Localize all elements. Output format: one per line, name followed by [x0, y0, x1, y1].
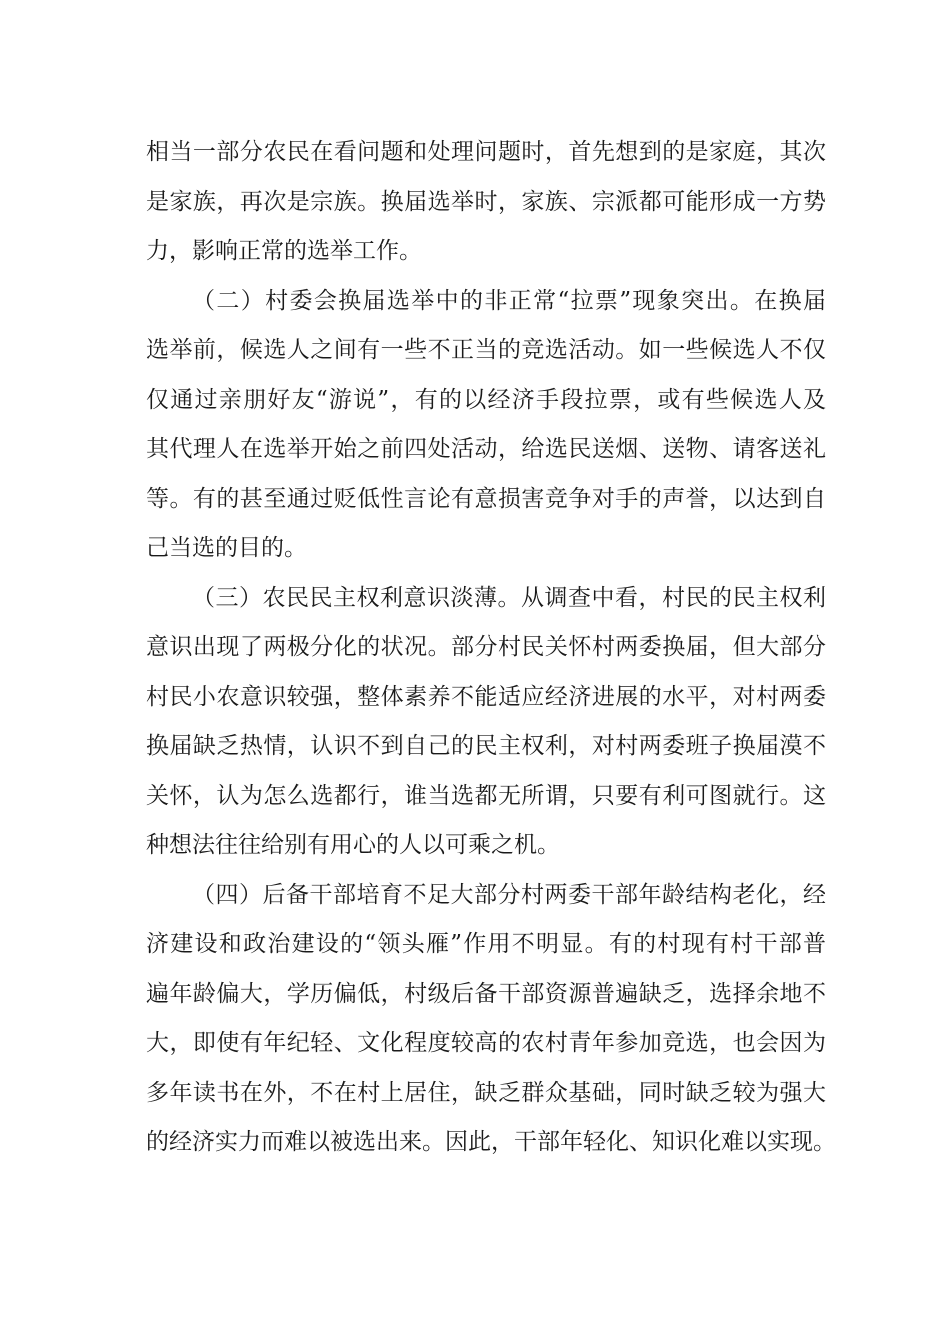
- paragraph-first-line: （三）农民民主权利意识淡薄。从调查中看，村民的民主权利: [192, 584, 826, 611]
- text-line: 济建设和政治建设的“领头雁”作用不明显。有的村现有村干部普: [146, 931, 826, 957]
- text-line: 相当一部分农民在看问题和处理问题时，首先想到的是家庭，其次: [146, 139, 826, 165]
- text-line: 的经济实力而难以被选出来。因此，干部年轻化、知识化难以实现。: [146, 1129, 836, 1155]
- text-line: 遍年龄偏大，学历偏低，村级后备干部资源普遍缺乏，选择余地不: [146, 980, 826, 1007]
- text-line: 大，即使有年纪轻、文化程度较高的农村青年参加竞选，也会因为: [146, 1030, 826, 1056]
- paragraph-first-line: （四）后备干部培育不足大部分村两委干部年龄结构老化，经: [192, 881, 826, 908]
- text-line: 换届缺乏热情，认识不到自己的民主权利，对村两委班子换届漠不: [146, 733, 826, 759]
- text-line: 仅通过亲朋好友“游说”，有的以经济手段拉票，或有些候选人及: [146, 386, 826, 413]
- text-line: 意识出现了两极分化的状况。部分村民关怀村两委换届，但大部分: [146, 634, 826, 660]
- text-line: 力，影响正常的选举工作。: [146, 238, 422, 264]
- paragraph-first-line: （二）村委会换届选举中的非正常“拉票”现象突出。在换届: [192, 287, 826, 314]
- text-line: 己当选的目的。: [146, 535, 307, 561]
- text-line: 其代理人在选举开始之前四处活动，给选民送烟、送物、请客送礼: [146, 436, 826, 462]
- text-line: 村民小农意识较强，整体素养不能适应经济进展的水平，对村两委: [146, 683, 826, 710]
- text-line: 关怀，认为怎么选都行，谁当选都无所谓，只要有利可图就行。这: [146, 782, 826, 809]
- text-line: 选举前，候选人之间有一些不正当的竞选活动。如一些候选人不仅: [146, 337, 826, 363]
- body-text: [146, 128, 836, 1168]
- text-line: 多年读书在外，不在村上居住，缺乏群众基础，同时缺乏较为强大: [146, 1079, 826, 1106]
- text-line: 是家族，再次是宗族。换届选举时，家族、宗派都可能形成一方势: [146, 188, 826, 215]
- text-line: 等。有的甚至通过贬低性言论有意损害竞争对手的声誉，以达到自: [146, 485, 826, 512]
- text-line: 种想法往往给别有用心的人以可乘之机。: [146, 832, 560, 858]
